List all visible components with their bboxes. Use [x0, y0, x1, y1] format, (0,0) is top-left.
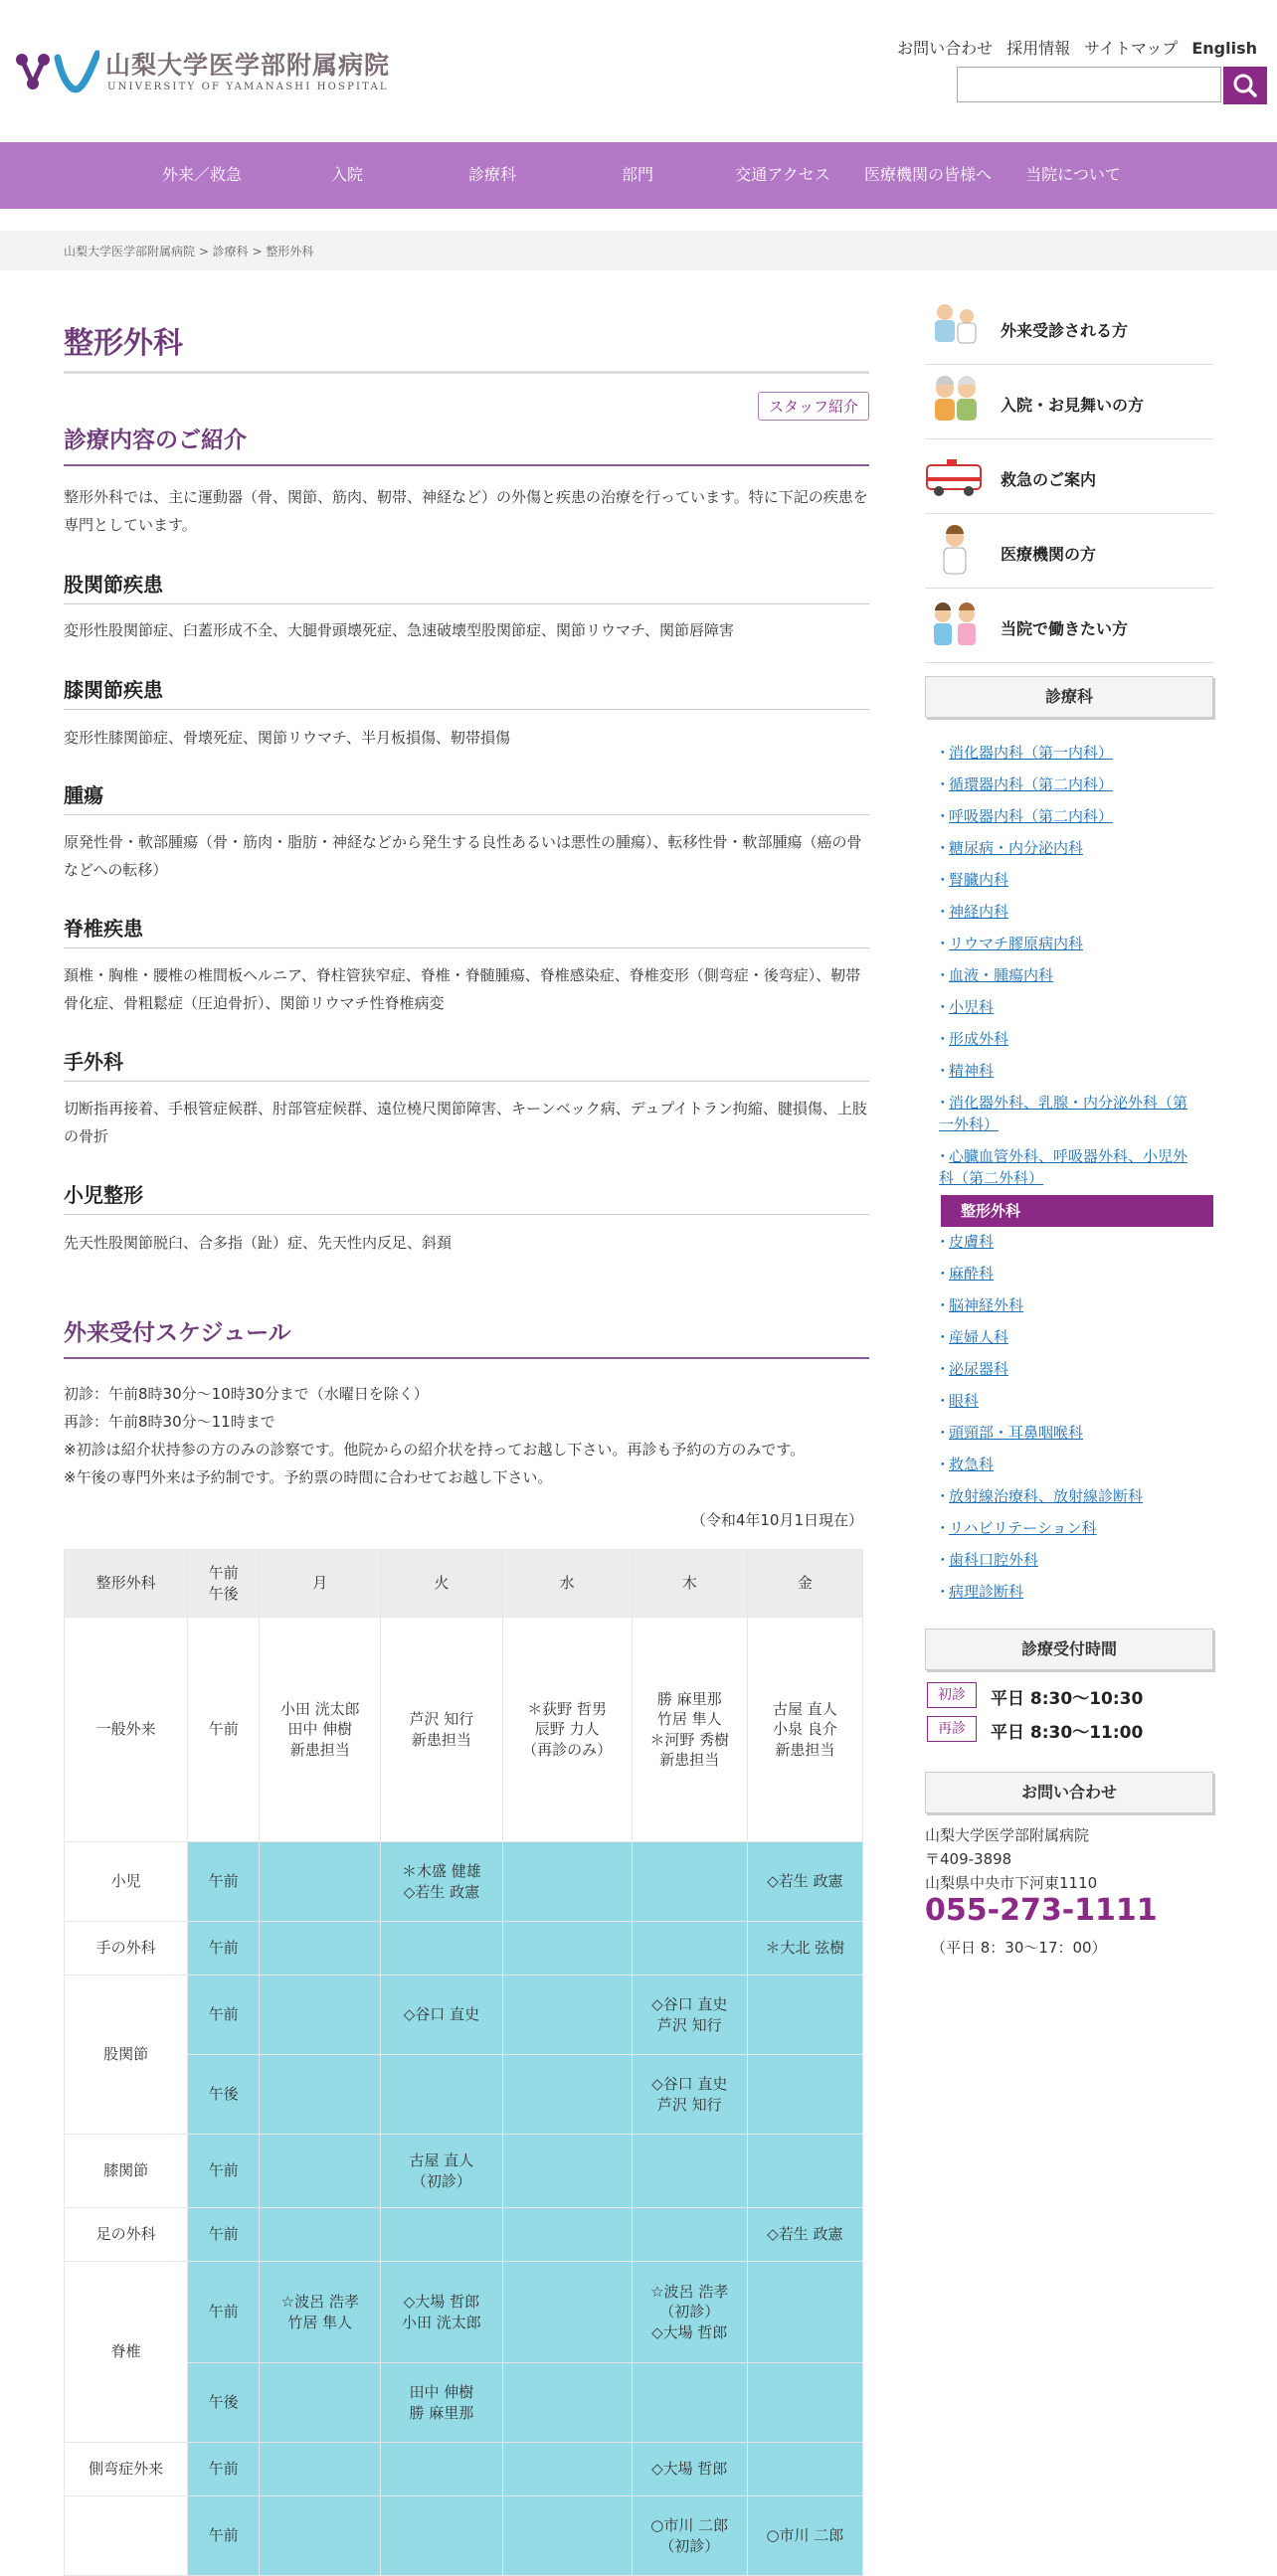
contact-heading: お問い合わせ: [925, 1772, 1213, 1813]
sidebar-item-dept[interactable]: ･ 放射線治療科、放射線診断科: [939, 1487, 1144, 1505]
doctor-patient-icon: [925, 298, 985, 356]
table-row: 午前 ○市川 二郎 （初診） ○市川 二郎: [65, 2496, 863, 2576]
staff-icon: [925, 597, 985, 654]
sidebar-cat-medical-institutions[interactable]: 医療機関の方: [925, 514, 1213, 589]
sidebar-item-dept[interactable]: ･ 歯科口腔外科: [939, 1551, 1039, 1569]
sidebar-item-dept[interactable]: ･ 神経内科: [939, 903, 1009, 921]
table-row: 午後 田中 伸樹 勝 麻里那: [65, 2363, 863, 2443]
link-recruit[interactable]: 採用情報: [1006, 39, 1071, 58]
revisit-badge: 再診: [927, 1716, 977, 1742]
disease-title: 腫瘍: [64, 779, 869, 815]
schedule-note: ※午後の専門外来は予約制です。予約票の時間に合わせてお越し下さい。: [64, 1468, 553, 1486]
schedule-table: [64, 1549, 863, 2576]
header-period: 午前 午後: [188, 1550, 260, 1618]
disease-text: 変形性膝関節症、骨壊死症、関節リウマチ、半月板損傷、靭帯損傷: [64, 729, 510, 747]
sidebar-item-dept[interactable]: ･ 小児科: [939, 998, 995, 1016]
nav-divisions[interactable]: 部門: [621, 165, 653, 185]
phone-hours: （平日 8：30～17：00）: [931, 1939, 1107, 1957]
disease-text: 切断指再接着、手根管症候群、肘部管症候群、遠位橈尺関節障害、キーンベック病、デュプイトラン拘縮、腱損傷、上肢の骨折: [64, 1100, 867, 1145]
staff-intro-button[interactable]: スタッフ紹介: [758, 392, 869, 421]
sidebar-item-dept[interactable]: ･ 脳神経外科: [939, 1296, 1024, 1314]
intro-heading: 診療内容のご紹介: [64, 422, 869, 466]
sidebar-item-dept[interactable]: ･ 腎臓内科: [939, 871, 1009, 889]
nav-outpatient[interactable]: 外来／救急: [161, 165, 242, 185]
ambulance-icon: [925, 447, 985, 505]
dept-list-heading: 診療科: [925, 676, 1213, 718]
nav-departments[interactable]: 診療科: [467, 165, 516, 185]
table-row: 側弯症外来 午前 ◇大場 哲郎: [65, 2443, 863, 2496]
phone-number[interactable]: 055-273-1111: [925, 1893, 1158, 1928]
sidebar-item-dept[interactable]: ･ 頭頸部・耳鼻咽喉科: [939, 1424, 1084, 1442]
sidebar-item-dept[interactable]: ･ 産婦人科: [939, 1328, 1009, 1346]
sidebar-cat-inpatient[interactable]: 入院・お見舞いの方: [925, 365, 1213, 439]
link-sitemap[interactable]: サイトマップ: [1084, 39, 1179, 58]
table-row: 午後 ◇谷口 直史 芦沢 知行: [65, 2055, 863, 2135]
sidebar-item-dept[interactable]: ･ 消化器内科（第一内科）: [939, 744, 1114, 762]
logo-subtitle: UNIVERSITY OF YAMANASHI HOSPITAL: [107, 82, 389, 92]
sidebar-cat-outpatient[interactable]: 外来受診される方: [925, 290, 1213, 365]
link-contact[interactable]: お問い合わせ: [897, 39, 994, 58]
sidebar-item-dept[interactable]: ･ 形成外科: [939, 1030, 1009, 1048]
sidebar-item-dept[interactable]: ･ 眼科: [939, 1392, 980, 1410]
table-row: 脊椎 午前 ☆波呂 浩孝 竹居 隼人 ◇大場 哲郎 小田 洸太郎 ☆波呂 浩孝 （初診） ◇大場 哲郎: [65, 2262, 863, 2363]
page-title: 整形外科: [64, 326, 183, 361]
disease-text: 変形性股関節症、臼蓋形成不全、大腿骨頭壊死症、急速破壊型股関節症、関節リウマチ、関節唇障害: [64, 621, 734, 639]
site-header: [0, 0, 1277, 142]
header-fri: 金: [747, 1550, 862, 1618]
table-row: 一般外来 午前 小田 洸太郎 田中 伸樹 新患担当 芦沢 知行 新患担当 ＊荻野 哲男 辰野 力人 （再診のみ） 勝 麻里那 竹居 隼人 ＊河野 秀樹 新患担当 古屋 直人 小泉 良介 新患担当: [65, 1618, 863, 1842]
sidebar-item-dept[interactable]: ･ 麻酔科: [939, 1265, 995, 1283]
header-dept: 整形外科: [65, 1550, 188, 1618]
disease-title: 膝関節疾患: [64, 674, 869, 710]
breadcrumb[interactable]: 山梨大学医学部附属病院 > 診療科 > 整形外科: [64, 245, 314, 258]
schedule-heading: 外来受付スケジュール: [64, 1314, 869, 1359]
table-row: 足の外科 午前 ◇若生 政憲: [65, 2208, 863, 2262]
sidebar-item-dept-active[interactable]: 整形外科: [941, 1195, 1213, 1227]
hours-heading: 診療受付時間: [925, 1629, 1213, 1670]
table-row: 膝関節 午前 古屋 直人 （初診）: [65, 2135, 863, 2208]
schedule-date-note: （令和4年10月1日現在）: [690, 1511, 863, 1529]
hospital-logo[interactable]: [14, 44, 392, 99]
nav-access[interactable]: 交通アクセス: [735, 165, 830, 185]
sidebar-cat-emergency[interactable]: 救急のご案内: [925, 439, 1213, 514]
schedule-note: 初診：午前8時30分～10時30分まで（水曜日を除く）: [64, 1385, 429, 1403]
disease-title: 脊椎疾患: [64, 913, 869, 948]
sidebar-item-dept[interactable]: ･ 循環器内科（第二内科）: [939, 775, 1114, 793]
sidebar-item-dept[interactable]: ･ リウマチ膠原病内科: [939, 935, 1084, 952]
first-visit-badge: 初診: [927, 1682, 977, 1708]
nav-about[interactable]: 当院について: [1025, 165, 1121, 185]
sidebar-item-dept[interactable]: ･ 皮膚科: [939, 1233, 995, 1251]
search-icon: [1223, 67, 1267, 104]
nurse-icon: [925, 522, 985, 580]
sidebar-item-dept[interactable]: ･ 呼吸器内科（第二内科）: [939, 807, 1114, 825]
intro-text: 整形外科では、主に運動器（骨、関節、筋肉、靭帯、神経など）の外傷と疾患の治療を行っています。特に下記の疾患を専門としています。: [64, 488, 868, 534]
disease-title: 小児整形: [64, 1179, 869, 1215]
link-english[interactable]: English: [1191, 39, 1257, 58]
search-button[interactable]: [1223, 67, 1267, 104]
disease-text: 原発性骨・軟部腫瘍（骨・筋肉・脂肪・神経などから発生する良性あるいは悪性の腫瘍）、転移性骨・軟部腫瘍（癌の骨などへの転移）: [64, 833, 862, 879]
contact-address: 山梨大学医学部附属病院 〒409-3898 山梨県中央市下河東1110: [925, 1826, 1098, 1892]
table-row: 手の外科 午前 ＊大北 弦樹: [65, 1922, 863, 1975]
sidebar-item-dept[interactable]: ･ リハビリテーション科: [939, 1519, 1097, 1537]
header-wed: 水: [502, 1550, 632, 1618]
global-nav: [0, 142, 1277, 209]
header-mon: 月: [260, 1550, 381, 1618]
revisit-hours: 平日 8:30～11:00: [991, 1723, 1144, 1743]
header-tue: 火: [381, 1550, 502, 1618]
sidebar-item-dept[interactable]: ･ 糖尿病・内分泌内科: [939, 839, 1084, 857]
sidebar-cat-careers[interactable]: 当院で働きたい方: [925, 589, 1213, 663]
schedule-note: 再診：午前8時30分～11時まで: [64, 1413, 275, 1431]
logo-title: 山梨大学医学部附属病院: [105, 51, 391, 80]
sidebar-item-dept[interactable]: ･ 泌尿器科: [939, 1360, 1009, 1378]
utility-links: [883, 36, 1257, 59]
search-input[interactable]: [957, 67, 1221, 102]
sidebar-item-dept[interactable]: ･ 救急科: [939, 1456, 995, 1473]
breadcrumb-bar: [0, 231, 1277, 270]
disease-title: 股関節疾患: [64, 569, 869, 604]
first-visit-hours: 平日 8:30～10:30: [991, 1689, 1144, 1709]
sidebar-item-dept[interactable]: ･ 病理診断科: [939, 1583, 1024, 1601]
logo-mark-icon: [14, 48, 99, 95]
sidebar-item-dept[interactable]: ･ 精神科: [939, 1062, 995, 1080]
header-thu: 木: [632, 1550, 747, 1618]
disease-text: 頚椎・胸椎・腰椎の椎間板ヘルニア、脊柱管狭窄症、脊椎・脊髄腫瘍、脊椎感染症、脊椎変形（側弯症・後弯症）、靭帯骨化症、骨粗鬆症（圧迫骨折）、関節リウマチ性脊椎病変: [64, 966, 861, 1012]
sidebar-item-dept[interactable]: ･ 消化器外科、乳腺・内分泌外科（第一外科）: [939, 1094, 1188, 1133]
sidebar-item-dept[interactable]: ･ 心臓血管外科、呼吸器外科、小児外科（第二外科）: [939, 1147, 1188, 1187]
table-row: 小児 午前 ＊木盛 健雄 ◇若生 政憲 ◇若生 政憲: [65, 1842, 863, 1922]
nav-inpatient[interactable]: 入院: [330, 165, 363, 185]
disease-text: 先天性股関節脱臼、合多指（趾）症、先天性内反足、斜頚: [64, 1234, 453, 1252]
table-row: 股関節 午前 ◇谷口 直史 ◇谷口 直史 芦沢 知行: [65, 1975, 863, 2055]
sidebar-item-dept[interactable]: ･ 血液・腫瘍内科: [939, 966, 1054, 984]
title-divider: [64, 371, 869, 374]
elderly-couple-icon: [925, 373, 985, 430]
schedule-note: ※初診は紹介状持参の方のみの診察です。他院からの紹介状を持ってお越し下さい。再診も予約の方のみです。: [64, 1441, 806, 1459]
disease-title: 手外科: [64, 1046, 869, 1082]
nav-medical-institutions[interactable]: 医療機関の皆様へ: [863, 165, 992, 185]
